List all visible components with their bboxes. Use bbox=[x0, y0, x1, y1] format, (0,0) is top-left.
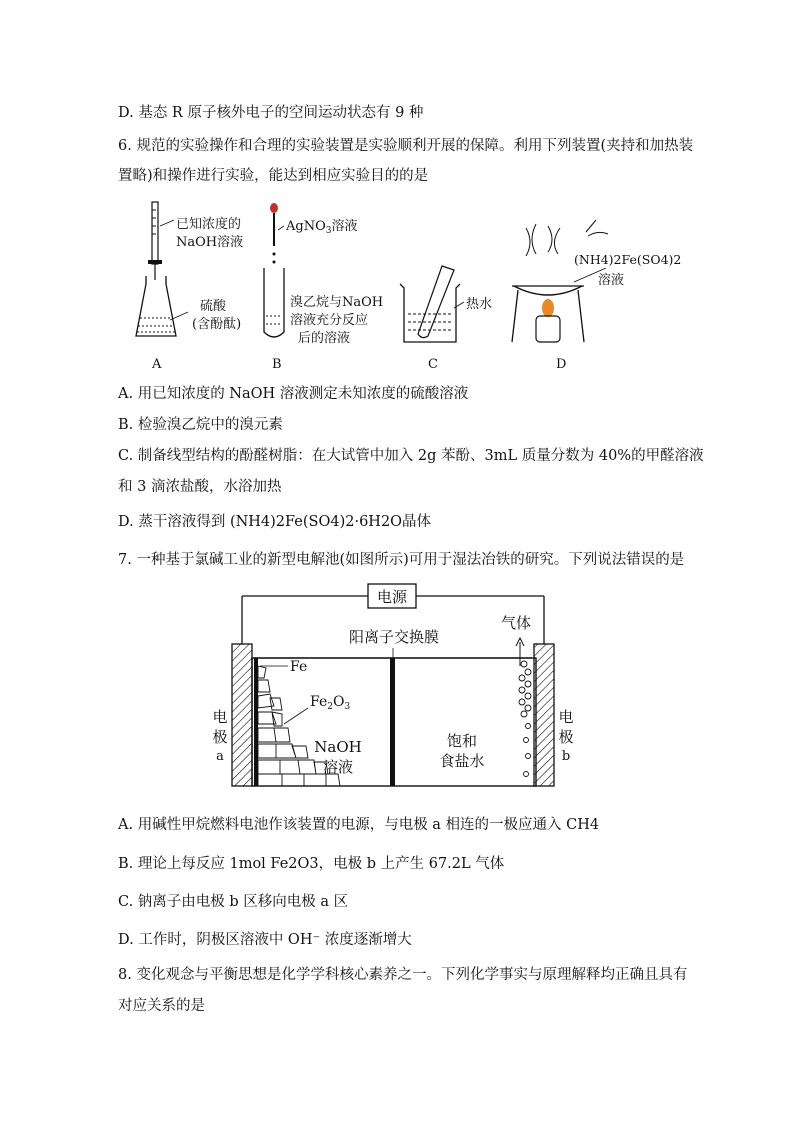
gas-bubbles bbox=[519, 661, 531, 777]
electrode-a-label1: 电 bbox=[212, 708, 228, 726]
q7-option-b: B. 理论上每反应 1mol Fe2O3，电极 b 上产生 67.2L 气体 bbox=[118, 856, 505, 872]
q8-stem-line2: 对应关系的是 bbox=[118, 998, 205, 1014]
q7-option-c: C. 钠离子由电极 b 区移向电极 a 区 bbox=[118, 894, 349, 910]
q6-option-a: A. 用已知浓度的 NaOH 溶液测定未知浓度的硫酸溶液 bbox=[118, 386, 469, 402]
salt-label2: 食盐水 bbox=[439, 752, 485, 770]
q6-option-b: B. 检验溴乙烷中的溴元素 bbox=[118, 417, 283, 433]
electrode-b bbox=[534, 644, 554, 786]
q7-electrolysis-figure bbox=[212, 580, 588, 790]
apparatus-b bbox=[264, 203, 383, 372]
naoh-label2: 溶液 bbox=[322, 758, 354, 776]
electrode-a-label3: a bbox=[216, 749, 224, 764]
q6-option-c-line2: 和 3 滴浓盐酸，水浴加热 bbox=[118, 479, 282, 495]
b-label1: AgNO$_3$溶液 bbox=[286, 219, 358, 236]
a-letter: A bbox=[152, 357, 162, 372]
fe-label: Fe bbox=[290, 659, 308, 675]
q6-option-d bbox=[118, 512, 431, 532]
electrode-b-label3: b bbox=[561, 749, 571, 764]
electrode-a bbox=[232, 644, 252, 786]
electrode-a-label2: 极 bbox=[212, 728, 228, 746]
d-letter: D bbox=[556, 357, 567, 372]
power-label: 电源 bbox=[376, 588, 408, 606]
a-label4: (含酚酞) bbox=[192, 317, 242, 332]
apparatus-a bbox=[136, 202, 243, 372]
gas-label: 气体 bbox=[500, 614, 532, 632]
naoh-label1: NaOH bbox=[314, 738, 362, 756]
q6-apparatus-figure bbox=[118, 196, 718, 376]
a-label3: 硫酸 bbox=[200, 299, 227, 314]
d-label2: 溶液 bbox=[598, 273, 625, 288]
b-label4: 后的溶液 bbox=[298, 331, 351, 346]
apparatus-d bbox=[512, 220, 681, 372]
membrane-label: 阳离子交换膜 bbox=[348, 628, 440, 646]
q8-stem-line1: 8. 变化观念与平衡思想是化学学科核心素养之一。下列化学事实与原理解释均正确且具有 bbox=[118, 967, 688, 983]
fe2o3-label: $Fe_2O_3$ bbox=[310, 694, 351, 712]
a-label1: 已知浓度的 bbox=[176, 217, 242, 232]
q6-option-d-text: D. 蒸干溶液得到 bbox=[118, 514, 226, 530]
electrode-b-label2: 极 bbox=[558, 728, 574, 746]
q7-option-a: A. 用碱性甲烷燃料电池作该装置的电源，与电极 a 相连的一极应通入 CH4 bbox=[118, 817, 600, 833]
a-label2: NaOH溶液 bbox=[176, 235, 244, 250]
b-label2: 溴乙烷与NaOH bbox=[290, 295, 384, 310]
q7-stem: 7. 一种基于氯碱工业的新型电解池(如图所示)可用于湿法冶铁的研究。下列说法错误的是 bbox=[118, 552, 685, 568]
b-letter: B bbox=[272, 357, 282, 372]
d-label1: (NH4)2Fe(SO4)2 bbox=[574, 252, 682, 267]
electrode-b-label1: 电 bbox=[558, 708, 574, 726]
q6-option-d-formula: (NH4)2Fe(SO4)2·6H2O晶体 bbox=[229, 514, 432, 530]
q6-stem-line2: 置略)和操作进行实验，能达到相应实验目的的是 bbox=[118, 168, 429, 184]
apparatus-c bbox=[400, 266, 492, 372]
c-label1: 热水 bbox=[466, 297, 493, 312]
salt-label1: 饱和 bbox=[446, 732, 478, 750]
q7-option-d: D. 工作时，阴极区溶液中 OH⁻ 浓度逐渐增大 bbox=[118, 932, 412, 948]
q6-stem-line1: 6. 规范的实验操作和合理的实验装置是实验顺利开展的保障。利用下列装置(夹持和加热装 bbox=[118, 138, 694, 154]
fe-plate bbox=[254, 658, 258, 786]
q5-option-d: D. 基态 R 原子核外电子的空间运动状态有 9 种 bbox=[118, 105, 424, 121]
cation-exchange-membrane bbox=[390, 658, 395, 786]
b-label3: 溶液充分反应 bbox=[290, 313, 369, 328]
c-letter: C bbox=[428, 357, 438, 372]
q6-option-c-line1: C. 制备线型结构的酚醛树脂：在大试管中加入 2g 苯酚、3mL 质量分数为 40%的甲醛溶液 bbox=[118, 448, 704, 464]
